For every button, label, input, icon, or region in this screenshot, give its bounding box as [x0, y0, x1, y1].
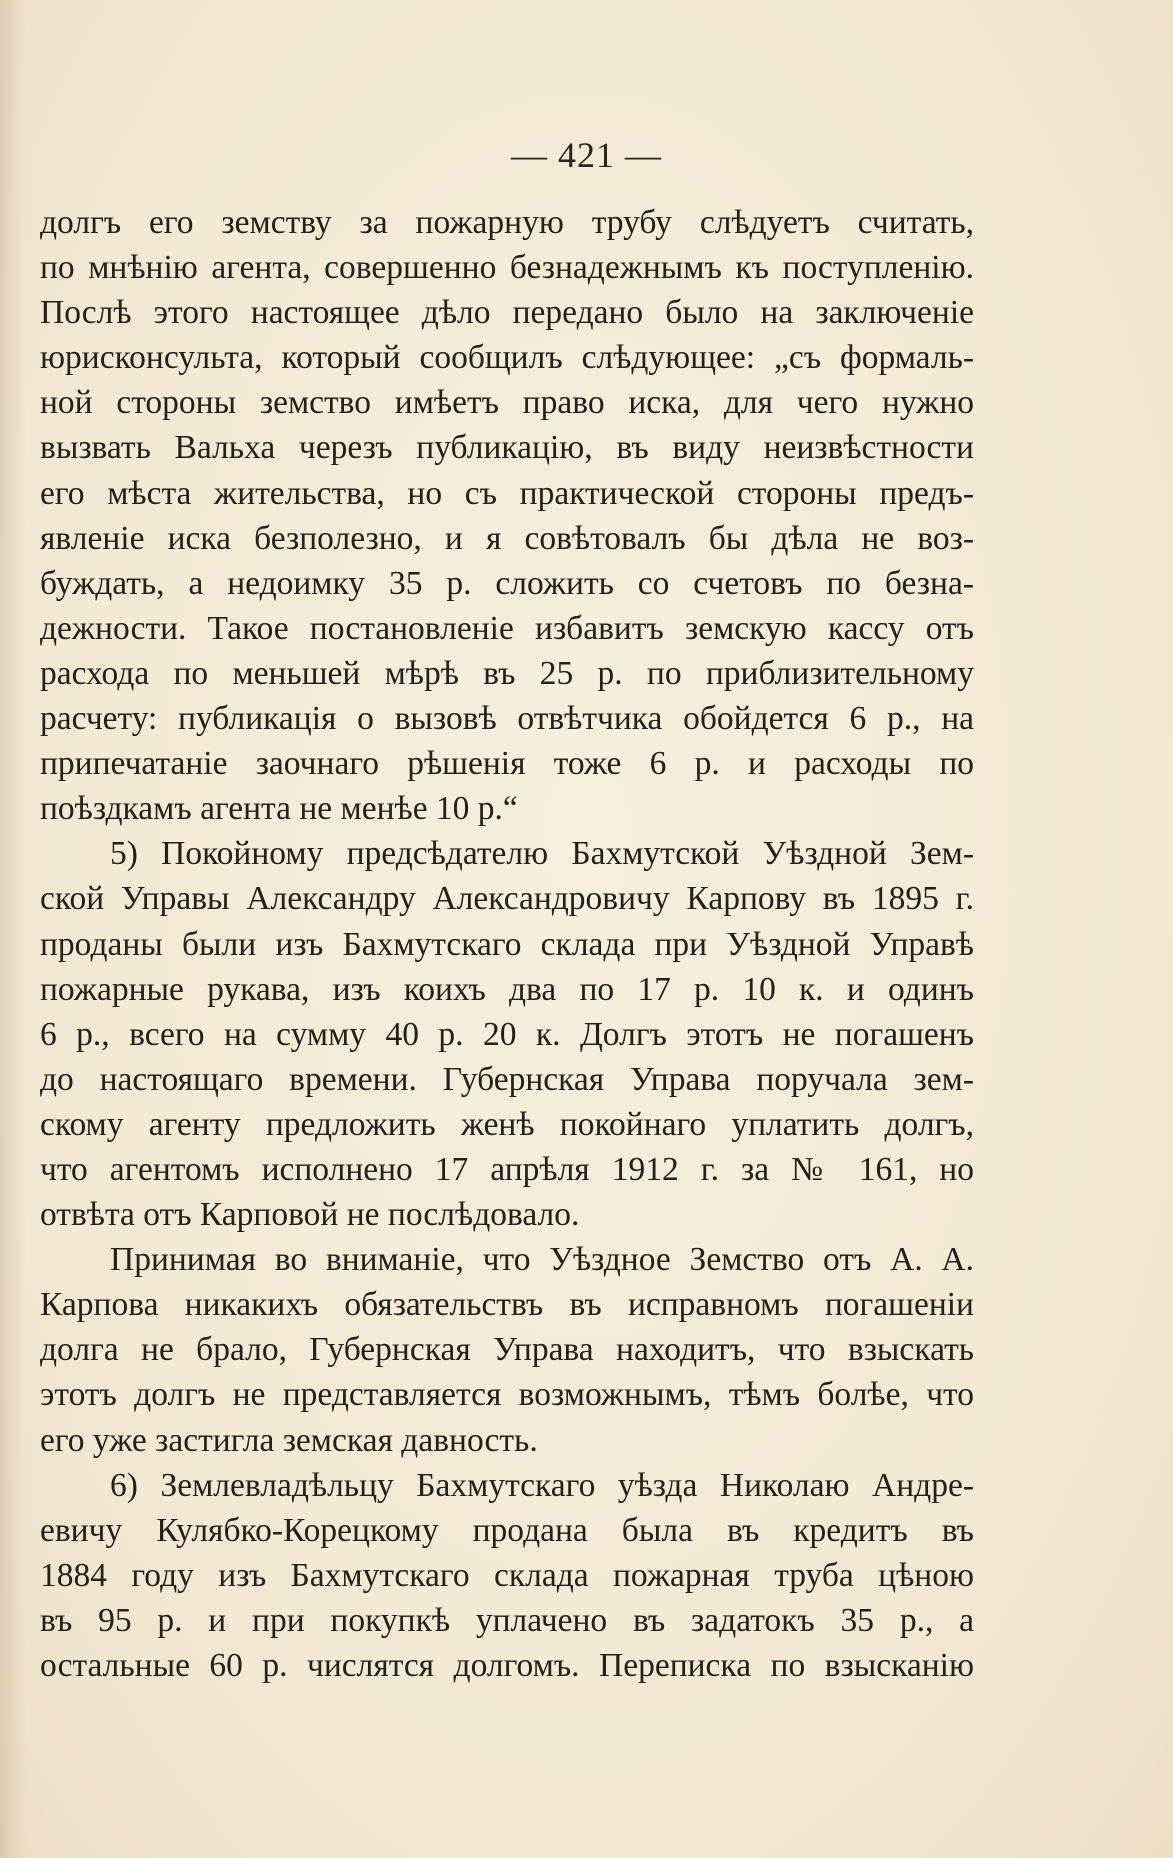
text-line: пожарные рукава, изъ коихъ два по 17 р. 10 к. и одинъ — [40, 970, 974, 1008]
text-line: отвѣта отъ Карповой не послѣдовало. — [40, 1196, 580, 1234]
page-number: — 421 — — [511, 135, 662, 175]
text-line: дежности. Такое постановленіе избавитъ земскую кассу отъ — [40, 609, 974, 647]
text-line: юрисконсульта, который сообщилъ слѣдующее: „съ формаль- — [40, 339, 974, 377]
text-line: явленіе иска безполезно, и я совѣтовалъ бы дѣла не воз- — [40, 519, 974, 557]
text-line: припечатаніе заочнаго рѣшенія тоже 6 р. и расходы по — [40, 745, 974, 783]
paragraph-start-line: Принимая во вниманіе, что Уѣздное Земство отъ А. А. — [110, 1241, 974, 1279]
body-text — [40, 200, 974, 1688]
text-line: до настоящаго времени. Губернская Управа поручала зем- — [40, 1060, 974, 1098]
text-line: его уже застигла земская давность. — [40, 1421, 538, 1459]
text-line: этотъ долгъ не представляется возможнымъ, тѣмъ болѣе, что — [40, 1376, 974, 1414]
text-line: по мнѣнію агента, совершенно безнадежнымъ къ поступленію. — [40, 249, 974, 287]
text-line: что агентомъ исполнено 17 апрѣля 1912 г. за № 161, но — [40, 1150, 974, 1188]
paragraph-start-line: 6) Землевладѣльцу Бахмутскаго уѣзда Николаю Андре- — [110, 1466, 974, 1504]
text-line: расхода по меньшей мѣрѣ въ 25 р. по приблизительному — [40, 654, 974, 692]
text-line: долга не брало, Губернская Управа находитъ, что взыскать — [40, 1331, 974, 1369]
text-line: Карпова никакихъ обязательствъ въ исправномъ погашеніи — [40, 1286, 974, 1324]
text-line: 1884 году изъ Бахмутскаго склада пожарная труба цѣною — [40, 1556, 974, 1594]
text-line: ской Управы Александру Александровичу Карпову въ 1895 г. — [40, 880, 974, 918]
text-line: проданы были изъ Бахмутскаго склада при Уѣздной Управѣ — [40, 925, 974, 963]
paragraph-start-line: 5) Покойному предсѣдателю Бахмутской Уѣздной Зем- — [110, 835, 974, 873]
text-line: остальные 60 р. числятся долгомъ. Переписка по взысканію — [40, 1647, 974, 1684]
text-line: Послѣ этого настоящее дѣло передано было на заключеніе — [40, 294, 974, 332]
text-line: 6 р., всего на сумму 40 р. 20 к. Долгъ этотъ не погашенъ — [40, 1015, 974, 1053]
text-line: буждать, а недоимку 35 р. сложить со счетовъ по безна- — [40, 564, 974, 602]
text-line: поѣздкамъ агента не менѣе 10 р.“ — [40, 790, 518, 828]
text-line: его мѣста жительства, но съ практической стороны предъ- — [40, 474, 974, 512]
page-spine-shadow — [0, 0, 26, 1858]
text-line: скому агенту предложить женѣ покойнаго уплатить долгъ, — [40, 1105, 974, 1143]
text-line: евичу Кулябко-Корецкому продана была въ кредитъ въ — [40, 1511, 974, 1549]
text-line: расчету: публикація о вызовѣ отвѣтчика обойдется 6 р., на — [40, 700, 974, 738]
text-line: вызвать Вальха черезъ публикацію, въ виду неизвѣстности — [40, 429, 974, 467]
text-line: въ 95 р. и при покупкѣ уплачено въ задатокъ 35 р., а — [40, 1601, 974, 1639]
text-line: ной стороны земство имѣетъ право иска, для чего нужно — [40, 384, 974, 422]
text-line: долгъ его земству за пожарную трубу слѣдуетъ считать, — [40, 204, 974, 241]
